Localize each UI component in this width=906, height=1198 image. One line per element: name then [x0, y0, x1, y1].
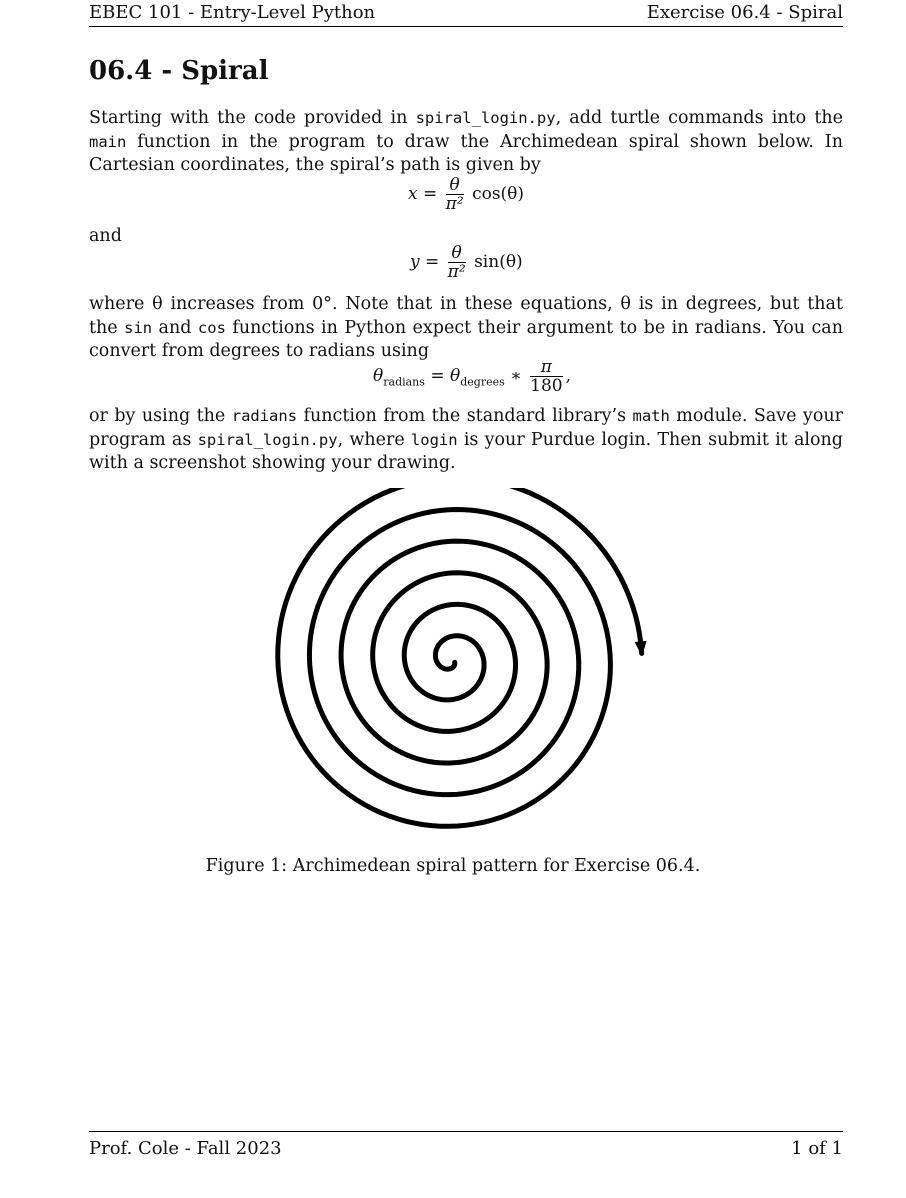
eq-lhs: y =	[410, 252, 440, 272]
eq-fraction	[448, 244, 466, 281]
code-radians: radians	[231, 407, 298, 425]
text: is your Purdue login. Then submit it along with a screenshot showing your drawing.	[89, 429, 843, 473]
eq-fn: sin(θ)	[474, 252, 523, 272]
eq-fraction	[530, 358, 562, 395]
eq-den: π²	[445, 194, 464, 214]
footer-author: Prof. Cole - Fall 2023	[89, 1138, 282, 1159]
eq-fraction	[446, 176, 464, 213]
spiral-path	[278, 488, 642, 826]
eq-num: π	[530, 358, 562, 377]
equation-y	[410, 244, 523, 281]
code-login: login	[410, 430, 458, 449]
header-exercise: Exercise 06.4 - Spiral	[646, 2, 843, 23]
eq-num: θ	[446, 176, 464, 195]
spiral-figure	[240, 488, 670, 848]
page-footer	[89, 1131, 843, 1159]
eq-lhs-sub: radians	[383, 375, 425, 389]
eq-equals: =	[430, 366, 445, 386]
code-filename: spiral_login.py	[197, 430, 338, 449]
page-header	[89, 2, 843, 27]
and-text: and	[89, 226, 122, 246]
text: Starting with the code provided in	[89, 108, 416, 128]
code-sin: sin	[124, 318, 153, 337]
text: where θ increases from 0°. Note that in these equations, θ is in degrees, but that the	[89, 294, 843, 338]
text: module. Save your program as	[89, 406, 843, 450]
page-number: 1 of 1	[791, 1138, 843, 1159]
text: or by using the	[89, 406, 232, 426]
code-main: main	[89, 132, 127, 151]
eq-rhs-sub: degrees	[460, 375, 505, 389]
equation-conversion	[373, 358, 571, 395]
submission-paragraph	[89, 405, 843, 476]
eq-fn: cos(θ)	[472, 184, 525, 204]
text: , where	[337, 429, 411, 450]
text: function from the standard library’s	[297, 406, 633, 426]
header-course: EBEC 101 - Entry-Level Python	[89, 2, 376, 23]
text: functions in Python expect their argument to be in radians. You can convert from degrees to radians using	[89, 317, 843, 361]
equation-x	[408, 176, 524, 213]
code-cos: cos	[197, 318, 226, 337]
eq-rhs: θ	[449, 366, 461, 386]
eq-op: ∗	[510, 366, 522, 386]
text: and	[152, 317, 198, 338]
eq-den: π²	[447, 262, 466, 282]
eq-den: 180	[530, 376, 563, 396]
eq-lhs: x =	[408, 184, 438, 204]
code-filename: spiral_login.py	[415, 109, 556, 127]
eq-num: θ	[448, 244, 466, 263]
eq-lhs: θ	[373, 366, 384, 386]
page-title: 06.4 - Spiral	[89, 56, 269, 86]
text: function in the program to draw the Archimedean spiral shown below. In Cartesian coordinates, the spiral’s path is given by	[89, 131, 843, 175]
conversion-paragraph	[89, 293, 843, 364]
text: , add turtle commands into the	[555, 108, 843, 128]
figure-caption: Figure 1: Archimedean spiral pattern for Exercise 06.4.	[205, 856, 701, 876]
code-math: math	[632, 407, 670, 425]
eq-tail: ,	[565, 366, 571, 386]
intro-paragraph	[89, 107, 843, 178]
